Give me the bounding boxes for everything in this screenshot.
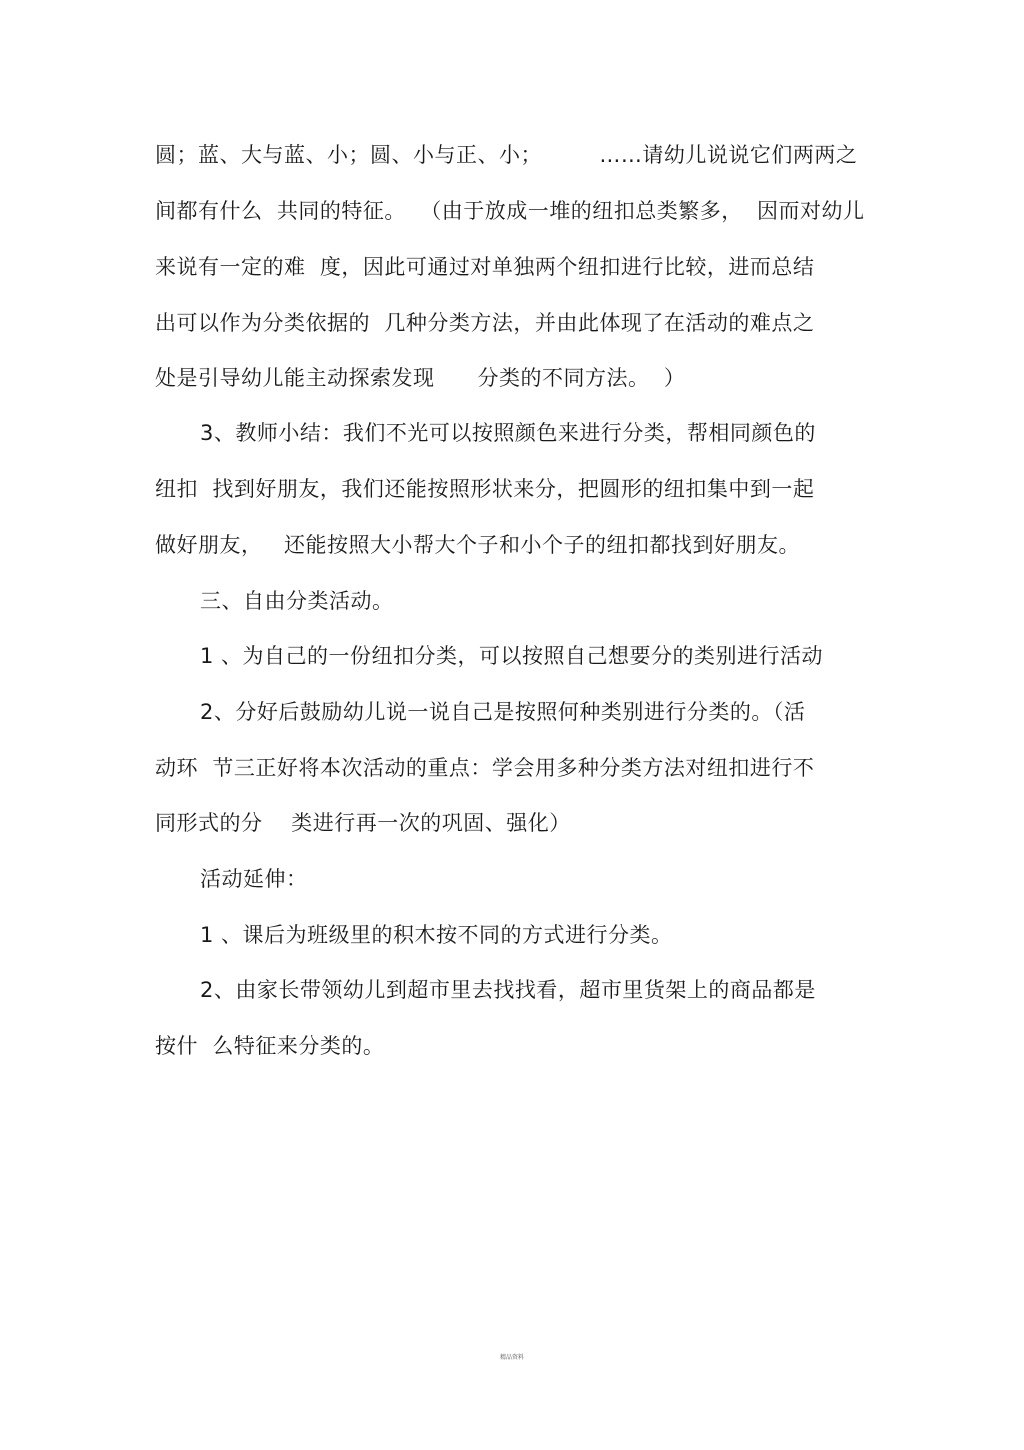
text-line: 1 、为自己的一份纽扣分类，可以按照自己想要分的类别进行活动 — [200, 644, 824, 668]
text-line: 3、教师小结：我们不光可以按照颜色来进行分类，帮相同颜色的 — [200, 421, 816, 445]
page-footer: 精品资料 — [499, 1354, 524, 1361]
text-line: 处是引导幼儿能主动探索发现 分类的不同方法。 ） — [155, 366, 686, 390]
text-line: 按什 么特征来分类的。 — [155, 1034, 385, 1058]
text-line: 来说有一定的难 度，因此可通过对单独两个纽扣进行比较，进而总结 — [155, 255, 815, 279]
text-line: 同形式的分 类进行再一次的巩固、强化） — [155, 811, 571, 835]
text-line: 圆；蓝、大与蓝、小；圆、小与正、小； ……请幼儿说说它们两两之 — [155, 143, 858, 167]
text-line: 出可以作为分类依据的 几种分类方法，并由此体现了在活动的难点之 — [155, 311, 815, 335]
text-line: 1 、课后为班级里的积木按不同的方式进行分类。 — [200, 923, 673, 947]
text-line: 纽扣 找到好朋友，我们还能按照形状来分，把圆形的纽扣集中到一起 — [155, 477, 815, 501]
text-line: 2、分好后鼓励幼儿说一说自己是按照何种类别进行分类的。（活 — [200, 700, 806, 724]
section-heading: 三、自由分类活动。 — [200, 589, 394, 613]
text-line: 动环 节三正好将本次活动的重点：学会用多种分类方法对纽扣进行不 — [155, 756, 815, 780]
text-line: 做好朋友， 还能按照大小帮大个子和小个子的纽扣都找到好朋友。 — [155, 533, 801, 557]
text-line: 2、由家长带领幼儿到超市里去找找看，超市里货架上的商品都是 — [200, 978, 816, 1002]
text-line: 间都有什么 共同的特征。 （由于放成一堆的纽扣总类繁多， 因而对幼儿 — [155, 199, 865, 223]
section-heading: 活动延伸： — [200, 867, 308, 891]
